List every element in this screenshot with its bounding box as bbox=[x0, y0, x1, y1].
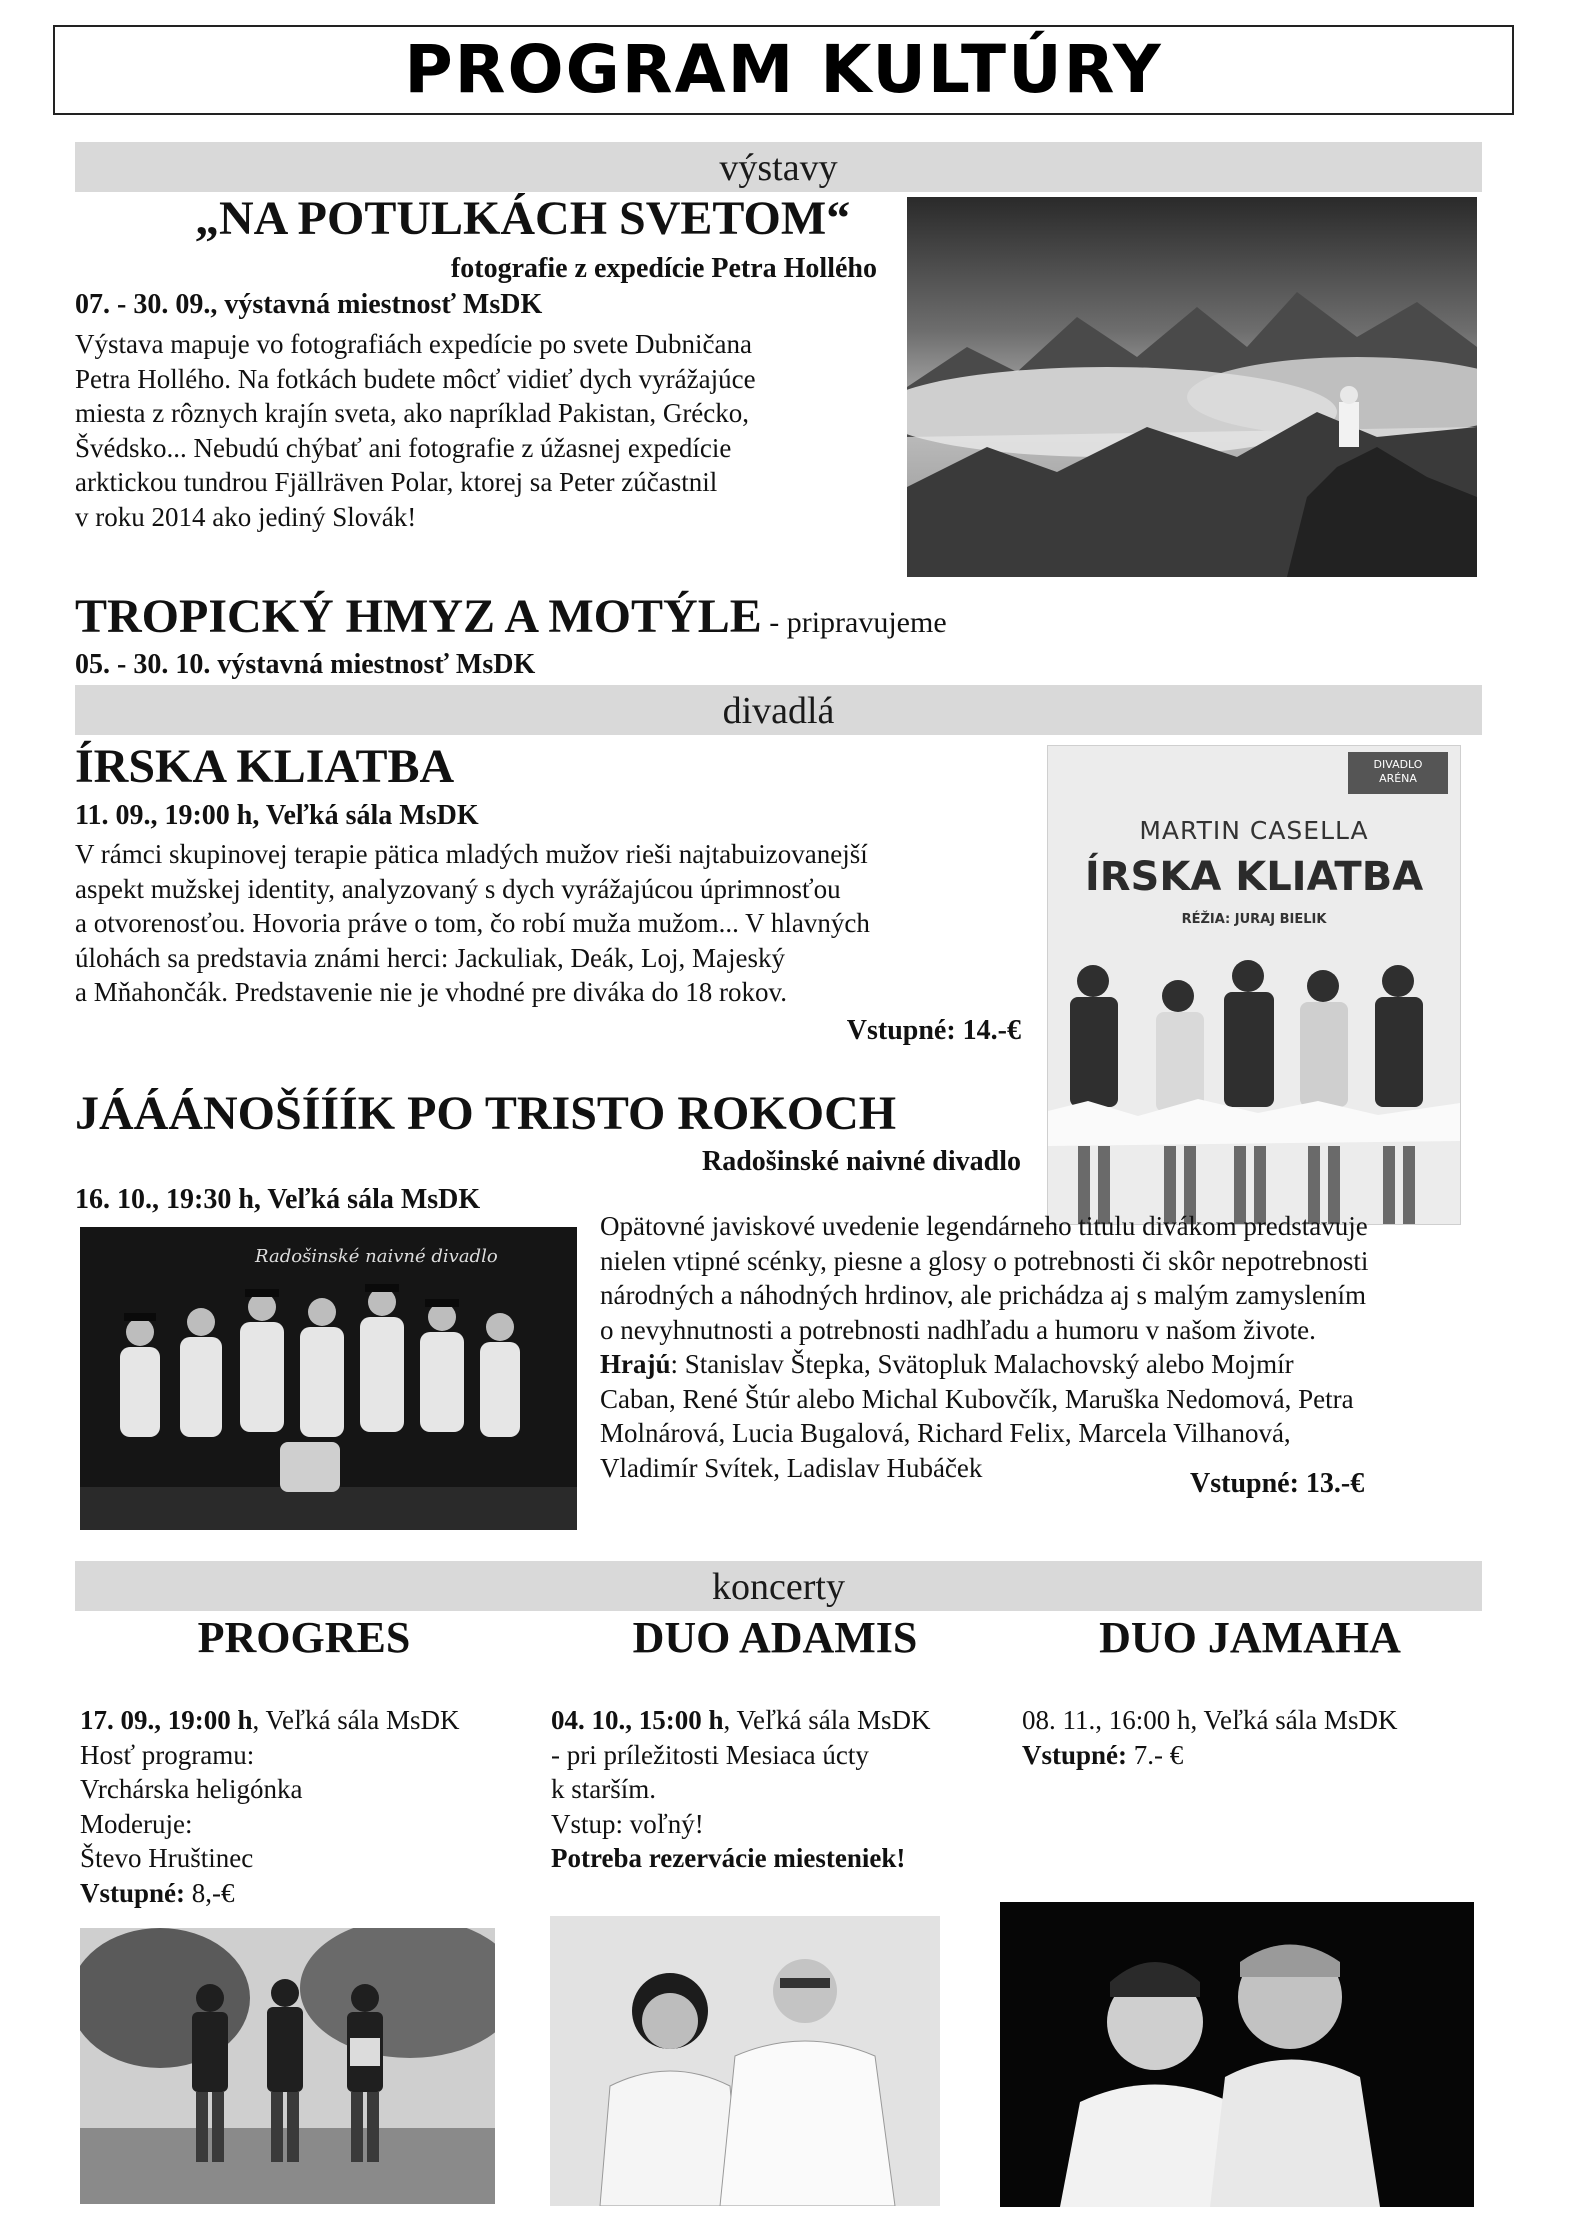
theatre2-price: Vstupné: 13.-€ bbox=[1190, 1468, 1365, 1499]
exhibit1-subtitle: fotografie z expedície Petra Hollého bbox=[450, 253, 877, 284]
divadlo-arena-logo bbox=[1348, 752, 1448, 794]
concert3-price bbox=[1022, 1738, 1482, 1773]
logo-text-top: DIVADLO bbox=[1373, 758, 1423, 771]
text-line: a otvorenosťou. Hovoria práve o tom, čo robí muža mužom... V hlavných bbox=[75, 908, 870, 938]
text-line: Vrchárska heligónka bbox=[80, 1774, 303, 1804]
cast-text: : Stanislav Štepka, Svätopluk Malachovský alebo Mojmír bbox=[670, 1349, 1294, 1379]
venue: , Veľká sála MsDK bbox=[723, 1705, 931, 1735]
text-line: úlohách sa predstavia známi herci: Jackuliak, Deák, Loj, Majeský bbox=[75, 942, 786, 973]
concert2-details bbox=[551, 1703, 1011, 1876]
duo-jamaha-photo bbox=[1000, 1902, 1474, 2207]
text-line: Výstava mapuje vo fotografiách expedície po svete Dubničana bbox=[75, 329, 752, 359]
concert2-title: DUO ADAMIS bbox=[632, 1613, 918, 1662]
theatre2-description bbox=[600, 1209, 1470, 1485]
text-line: Števo Hruštinec bbox=[80, 1843, 254, 1873]
text-line: Hosť programu: bbox=[80, 1739, 255, 1770]
progres-band-photo bbox=[80, 1928, 495, 2204]
exhibit2-datetime: 05. - 30. 10. výstavná miestnosť MsDK bbox=[75, 649, 536, 680]
poster-director: RÉŽIA: JURAJ BIELIK bbox=[1181, 912, 1327, 927]
text-line: - pri príležitosti Mesiaca úcty bbox=[551, 1739, 869, 1770]
section-band-exhibitions: výstavy bbox=[75, 142, 1482, 192]
duo-adamis-photo bbox=[550, 1916, 940, 2206]
concert3-date: 08. 11., 16:00 h, Veľká sála MsDK bbox=[1022, 1705, 1398, 1735]
price-label: Vstupné: bbox=[80, 1877, 186, 1908]
theatre2-title: JÁÁÁNOŠÍÍÍK PO TRISTO ROKOCH bbox=[75, 1087, 897, 1140]
reservation-note: Potreba rezervácie miesteniek! bbox=[551, 1843, 906, 1873]
theatre2-company: Radošinské naivné divadlo bbox=[702, 1146, 1021, 1177]
stage-sign-text: Radošinské naivné divadlo bbox=[255, 1246, 498, 1267]
exhibit2-title: TROPICKÝ HMYZ A MOTÝLE bbox=[75, 590, 762, 643]
text-line: Caban, René Štúr alebo Michal Kubovčík, Maruška Nedomová, Petra bbox=[600, 1383, 1354, 1414]
text-line: a Mňahončák. Predstavenie nie je vhodné pre diváka do 18 rokov. bbox=[75, 977, 788, 1007]
theatre1-datetime: 11. 09., 19:00 h, Veľká sála MsDK bbox=[75, 800, 479, 831]
poster-actors-illustration bbox=[1048, 941, 1460, 1224]
text-line: V rámci skupinovej terapie pätica mladých mužov rieši najtabuizovanejší bbox=[75, 839, 868, 869]
cast-line bbox=[600, 1347, 1470, 1382]
exhibit1-description bbox=[75, 327, 877, 534]
concert1-date bbox=[80, 1703, 540, 1738]
price-value: 7.- € bbox=[1127, 1739, 1184, 1770]
irska-kliatba-poster bbox=[1047, 745, 1461, 1225]
text-line: miesta z rôznych krajín sveta, ako napríklad Pakistan, Grécko, bbox=[75, 398, 750, 428]
text-line: arktickou tundrou Fjällräven Polar, ktorej sa Peter zúčastnil bbox=[75, 467, 718, 497]
text-line: Molnárová, Lucia Bugalová, Richard Felix, Marcela Vilhanová, bbox=[600, 1418, 1291, 1448]
theatre1-title: ÍRSKA KLIATBA bbox=[75, 740, 455, 793]
concert1-price bbox=[80, 1876, 540, 1911]
theatre1-description bbox=[75, 837, 1021, 1010]
theatre2-datetime: 16. 10., 19:30 h, Veľká sála MsDK bbox=[75, 1184, 481, 1215]
text-line: k starším. bbox=[551, 1774, 656, 1804]
concert2-date bbox=[551, 1703, 1011, 1738]
logo-text-bottom: ARÉNA bbox=[1379, 772, 1417, 785]
concert3-title: DUO JAMAHA bbox=[1099, 1613, 1401, 1662]
venue: , Veľká sála MsDK bbox=[252, 1705, 460, 1735]
text-line: Vstup: voľný! bbox=[551, 1808, 704, 1839]
poster-author: MARTIN CASELLA bbox=[1139, 816, 1369, 845]
price-value: 8,-€ bbox=[185, 1877, 235, 1908]
concert1-title: PROGRES bbox=[197, 1613, 411, 1662]
section-band-concerts: koncerty bbox=[75, 1561, 1482, 1611]
price-label: Vstupné: bbox=[1022, 1739, 1128, 1770]
theatre1-price: Vstupné: 14.-€ bbox=[846, 1015, 1021, 1046]
text-line: o nevyhnutnosti a potrebnosti nadhľadu a humoru v našom živote. bbox=[600, 1314, 1316, 1345]
concert3-details bbox=[1022, 1703, 1482, 1772]
page-title: PROGRAM KULTÚRY bbox=[404, 31, 1163, 108]
mountain-clouds-photo bbox=[907, 197, 1477, 577]
concert1-details bbox=[80, 1703, 540, 1910]
text-line: aspekt mužskej identity, analyzovaný s dych vyrážajúcou úprimnosťou bbox=[75, 873, 841, 904]
text-line: Švédsko... Nebudú chýbať ani fotografie z úžasnej expedície bbox=[75, 432, 732, 463]
date-bold: 04. 10., 15:00 h bbox=[551, 1705, 724, 1735]
text-line: Vladimír Svítek, Ladislav Hubáček bbox=[600, 1452, 983, 1483]
text-line: národných a náhodných hrdinov, ale prichádza aj s malým zamyslením bbox=[600, 1280, 1366, 1310]
text-line: Moderuje: bbox=[80, 1808, 193, 1839]
exhibit1-title: „NA POTULKÁCH SVETOM“ bbox=[195, 192, 851, 245]
janosik-stage-photo bbox=[80, 1227, 577, 1530]
exhibit2-heading bbox=[75, 590, 1075, 644]
text-line: Petra Hollého. Na fotkách budete môcť vidieť dych vyrážajúce bbox=[75, 363, 756, 394]
masthead bbox=[53, 25, 1514, 115]
text-line: nielen vtipné scénky, piesne a glosy o potrebnosti či skôr nepotrebnosti bbox=[600, 1245, 1369, 1276]
exhibit2-note: - pripravujeme bbox=[761, 606, 947, 639]
date-bold: 17. 09., 19:00 h bbox=[80, 1705, 253, 1735]
section-band-theatres: divadlá bbox=[75, 685, 1482, 735]
exhibit1-datetime: 07. - 30. 09., výstavná miestnosť MsDK bbox=[75, 289, 543, 320]
text-line: v roku 2014 ako jediný Slovák! bbox=[75, 501, 417, 532]
text-line: Opätovné javiskové uvedenie legendárneho titulu divákom predstavuje bbox=[600, 1211, 1368, 1241]
poster-title: ÍRSKA KLIATBA bbox=[1084, 854, 1424, 900]
cast-label: Hrajú bbox=[600, 1349, 671, 1379]
